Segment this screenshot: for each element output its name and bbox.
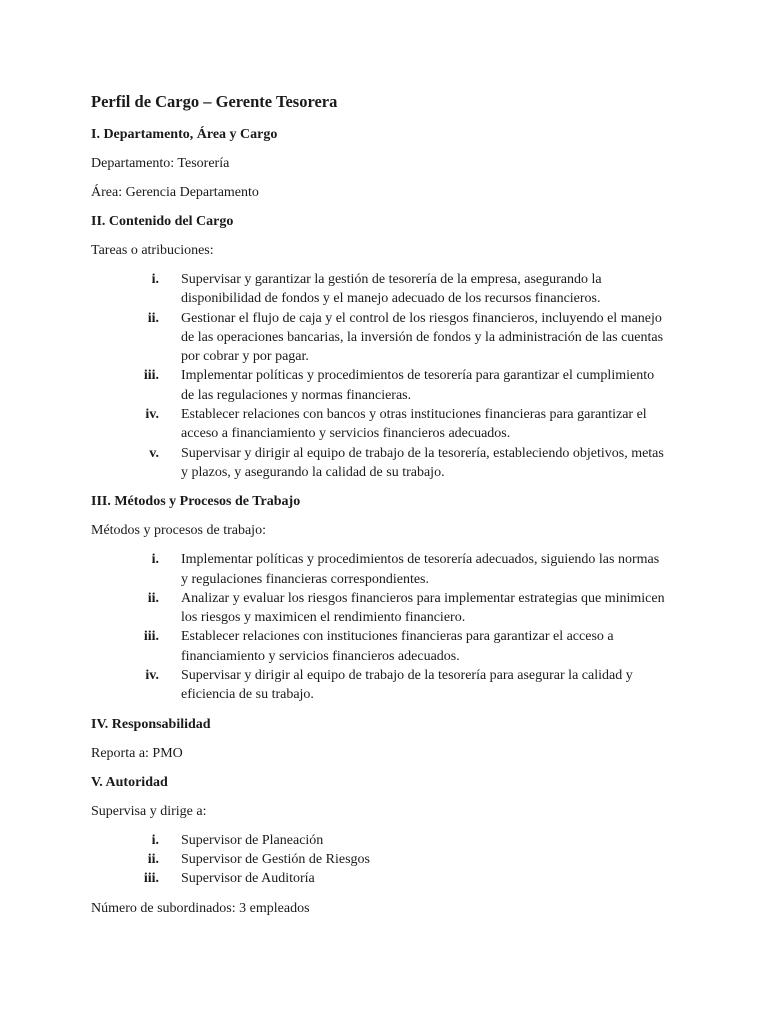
list-item	[91, 405, 668, 444]
section-heading-metodos: III. Métodos y Procesos de Trabajo	[91, 494, 301, 510]
metodos-list	[91, 550, 668, 704]
list-item-text: Supervisar y dirigir al equipo de trabajo de la tesorería para asegurar la calidad y eficiencia de su trabajo.	[181, 668, 633, 703]
supervisores-list	[91, 831, 668, 889]
tareas-intro: Tareas o atribuciones:	[91, 243, 214, 258]
area-line: Área: Gerencia Departamento	[91, 185, 259, 200]
section-heading-autoridad: V. Autoridad	[91, 774, 168, 790]
list-item	[91, 550, 668, 589]
list-item-text: Supervisar y garantizar la gestión de tesorería de la empresa, asegurando la disponibilidad de fondos y el manejo adecuado de los recursos financieros.	[181, 272, 602, 307]
list-item-text: Establecer relaciones con instituciones financieras para garantizar el acceso a financiamiento y servicios financieros adecuados.	[181, 629, 614, 664]
list-item	[91, 309, 668, 367]
subordinados-line: Número de subordinados: 3 empleados	[91, 900, 310, 916]
list-item-number: v.	[149, 445, 159, 461]
section-heading-contenido: II. Contenido del Cargo	[91, 214, 234, 229]
list-item-text: Implementar políticas y procedimientos de tesorería adecuados, siguiendo las normas y regulaciones financieras correspondientes.	[181, 552, 660, 587]
list-item-number: i.	[151, 272, 159, 287]
metodos-intro: Métodos y procesos de trabajo:	[91, 523, 266, 539]
reporta-line: Reporta a: PMO	[91, 745, 183, 761]
list-item	[91, 666, 668, 705]
list-item-text: Implementar políticas y procedimientos de tesorería para garantizar el cumplimiento de las regulaciones y normas financieras.	[181, 368, 655, 403]
list-item-number: iii.	[143, 629, 159, 645]
list-item-number: iii.	[143, 871, 159, 887]
departamento-line: Departamento: Tesorería	[91, 156, 230, 171]
list-item	[91, 850, 668, 869]
list-item-text: Supervisar y dirigir al equipo de trabajo de la tesorería, estableciendo objetivos, metas y plazos, y asegurando la calidad de su trabajo.	[181, 445, 664, 480]
list-item	[91, 589, 668, 628]
list-item-text: Supervisor de Gestión de Riesgos	[181, 851, 370, 867]
list-item-number: i.	[151, 832, 159, 848]
list-item-number: ii.	[147, 310, 159, 326]
list-item-text: Supervisor de Planeación	[181, 832, 324, 848]
list-item-number: iv.	[145, 407, 159, 423]
list-item-number: iii.	[143, 368, 159, 384]
list-item-number: i.	[151, 552, 159, 568]
list-item-number: ii.	[147, 590, 159, 606]
supervisa-intro: Supervisa y dirige a:	[91, 803, 207, 819]
section-heading-responsabilidad: IV. Responsabilidad	[91, 716, 211, 732]
list-item	[91, 366, 668, 405]
tareas-list	[91, 270, 668, 482]
list-item-number: iv.	[145, 668, 159, 684]
list-item-text: Supervisor de Auditoría	[181, 871, 315, 887]
document-title: Perfil de Cargo – Gerente Tesorera	[91, 92, 338, 111]
list-item	[91, 869, 668, 888]
list-item-text: Analizar y evaluar los riesgos financieros para implementar estrategias que minimicen los riesgos y maximicen el rendimiento financiero.	[181, 590, 665, 626]
list-item	[91, 444, 668, 483]
section-heading-departamento: I. Departamento, Área y Cargo	[91, 127, 278, 142]
list-item-number: ii.	[147, 851, 159, 867]
list-item	[91, 270, 668, 309]
list-item	[91, 831, 668, 850]
list-item-text: Gestionar el flujo de caja y el control de los riesgos financieros, incluyendo el manejo de las operaciones bancarias, la inversión de fondos y la administración de las cuentas por cobrar y por pagar.	[181, 310, 664, 365]
list-item	[91, 627, 668, 666]
list-item-text: Establecer relaciones con bancos y otras instituciones financieras para garantizar el acceso a financiamiento y servicios financieros adecuados.	[181, 407, 647, 442]
